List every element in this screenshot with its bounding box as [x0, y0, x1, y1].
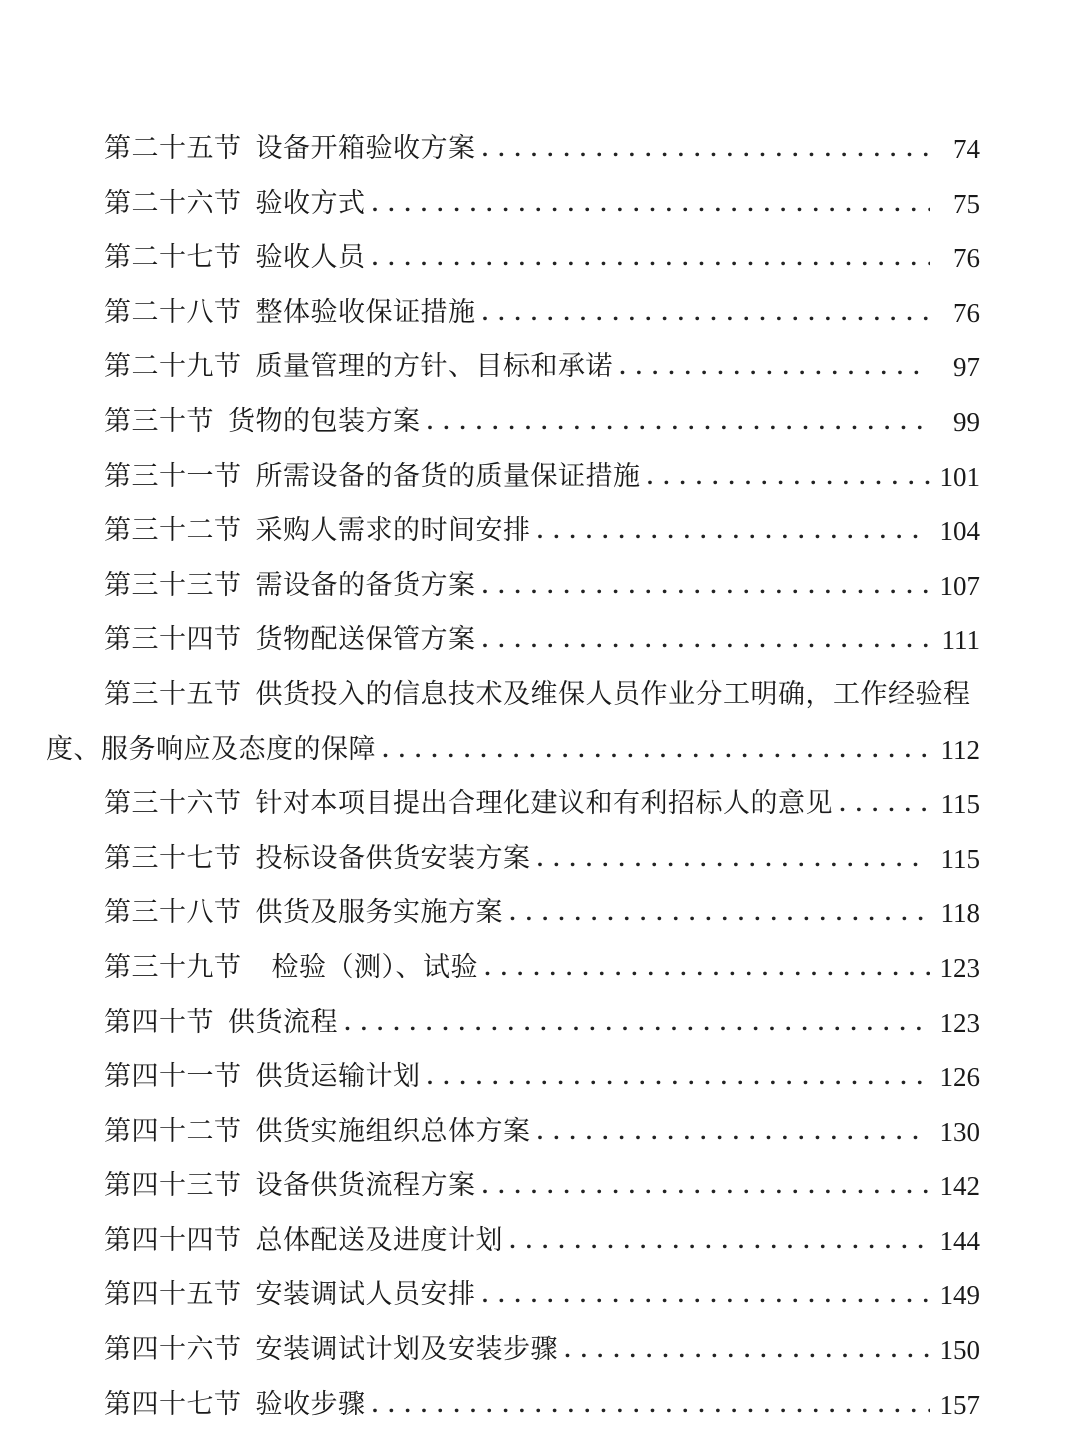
toc-section-number: 第四十六节 — [104, 1334, 242, 1366]
toc-page-number: 142 — [939, 1171, 980, 1202]
toc-section-number: 第三十五节 — [104, 678, 242, 710]
toc-section-number: 第四十五节 — [104, 1279, 242, 1311]
toc-leader-dots — [537, 832, 931, 887]
toc-entry — [46, 996, 980, 1051]
toc-section-title: 质量管理的方针、目标和承诺 — [255, 351, 613, 383]
toc-section-number: 第四十三节 — [104, 1170, 242, 1202]
toc-section-title: 设备供货流程方案 — [255, 1170, 476, 1202]
toc-page-number: 101 — [939, 461, 980, 492]
toc-section-number: 第二十九节 — [104, 351, 242, 383]
toc-entry — [46, 613, 980, 668]
toc-entry — [46, 340, 980, 395]
toc-entry — [46, 1323, 980, 1378]
table-of-contents — [46, 122, 980, 1432]
toc-leader-dots — [372, 1378, 930, 1433]
toc-page-number: 157 — [939, 1389, 980, 1420]
toc-page-number: 118 — [940, 898, 980, 929]
toc-section-number: 第四十四节 — [104, 1224, 242, 1256]
toc-section-number: 第三十八节 — [104, 897, 242, 929]
toc-section-number: 第二十七节 — [104, 242, 242, 274]
toc-section-title: 安装调试计划及安装步骤 — [255, 1334, 558, 1366]
toc-page-number: 99 — [953, 406, 980, 437]
toc-page-number: 76 — [953, 297, 980, 328]
toc-section-title: 货物的包装方案 — [228, 405, 421, 437]
toc-entry — [46, 395, 980, 450]
toc-leader-dots — [427, 395, 931, 450]
toc-page-number: 123 — [939, 952, 980, 983]
toc-section-number: 第三十一节 — [104, 460, 242, 492]
toc-section-number: 第三十六节 — [104, 788, 242, 820]
toc-entry — [46, 504, 980, 559]
toc-section-title: 投标设备供货安装方案 — [255, 842, 531, 874]
toc-page-number: 115 — [940, 789, 980, 820]
toc-section-title: 供货流程 — [228, 1006, 338, 1038]
toc-page-number: 144 — [939, 1225, 980, 1256]
toc-section-number: 第三十节 — [104, 405, 214, 437]
toc-leader-dots — [484, 941, 930, 996]
toc-page-number: 76 — [953, 243, 980, 274]
toc-section-number: 第三十三节 — [104, 569, 242, 601]
toc-leader-dots — [537, 1105, 930, 1160]
toc-section-number: 第三十九节 — [104, 951, 242, 983]
toc-section-title: 供货实施组织总体方案 — [255, 1115, 531, 1147]
toc-section-title: 设备开箱验收方案 — [255, 133, 476, 164]
toc-page-number: 112 — [940, 734, 980, 765]
toc-leader-dots — [482, 286, 931, 341]
toc-section-number: 第三十七节 — [104, 842, 242, 874]
toc-entry — [46, 231, 980, 286]
toc-section-number: 第四十节 — [104, 1006, 214, 1038]
toc-leader-dots — [372, 231, 931, 286]
toc-entry-wrapped-line2 — [46, 723, 980, 778]
toc-leader-dots — [564, 1323, 930, 1378]
toc-section-number: 第四十二节 — [104, 1115, 242, 1147]
toc-entry — [46, 450, 980, 505]
toc-entry — [46, 1268, 980, 1323]
toc-page-number: 97 — [953, 352, 980, 383]
toc-section-number: 第二十五节 — [104, 133, 242, 164]
toc-leader-dots — [537, 504, 930, 559]
toc-section-number: 第四十一节 — [104, 1061, 242, 1093]
toc-leader-dots — [619, 340, 930, 395]
toc-section-title: 所需设备的备货的质量保证措施 — [255, 460, 641, 492]
toc-entry — [46, 832, 980, 887]
toc-page-number: 149 — [939, 1280, 980, 1311]
toc-section-title-continued: 度、服务响应及态度的保障 — [46, 733, 376, 765]
toc-page-number: 107 — [939, 570, 980, 601]
toc-entry — [46, 1214, 980, 1269]
toc-section-title: 货物配送保管方案 — [255, 624, 476, 656]
toc-leader-dots — [482, 613, 931, 668]
toc-section-title: 验收人员 — [255, 242, 366, 274]
toc-leader-dots — [509, 1214, 930, 1269]
toc-section-title: 验收方式 — [255, 187, 366, 219]
toc-entry — [46, 1378, 980, 1433]
toc-page-number: 123 — [939, 1007, 980, 1038]
toc-section-title: 针对本项目提出合理化建议和有利招标人的意见 — [255, 788, 833, 820]
toc-leader-dots — [482, 559, 930, 614]
toc-leader-dots — [839, 777, 930, 832]
toc-leader-dots — [344, 996, 930, 1051]
toc-section-title: 采购人需求的时间安排 — [255, 515, 531, 547]
toc-entry — [46, 886, 980, 941]
toc-section-number: 第二十六节 — [104, 187, 242, 219]
toc-section-title: 总体配送及进度计划 — [255, 1224, 503, 1256]
toc-section-number: 第三十二节 — [104, 515, 242, 547]
toc-page-number: 130 — [939, 1116, 980, 1147]
toc-section-title: 安装调试人员安排 — [255, 1279, 476, 1311]
toc-section-title: 验收步骤 — [255, 1388, 366, 1420]
toc-section-title: 供货投入的信息技术及维保人员作业分工明确，工作经验程 — [255, 678, 971, 710]
toc-section-title: 检验（测）、试验 — [271, 951, 478, 983]
toc-entry — [46, 1105, 980, 1160]
toc-section-number: 第三十四节 — [104, 624, 242, 656]
toc-leader-dots — [427, 1050, 930, 1105]
toc-page-number: 104 — [939, 516, 980, 547]
toc-page-number: 115 — [940, 843, 980, 874]
toc-section-title: 供货运输计划 — [255, 1061, 421, 1093]
toc-section-title: 整体验收保证措施 — [255, 296, 476, 328]
toc-entry — [46, 941, 980, 996]
toc-entry — [46, 1159, 980, 1214]
toc-entry — [46, 177, 980, 232]
toc-entry — [46, 286, 980, 341]
toc-page-number: 150 — [939, 1335, 980, 1366]
toc-leader-dots — [509, 886, 930, 941]
toc-section-title: 供货及服务实施方案 — [255, 897, 503, 929]
toc-section-title: 需设备的备货方案 — [255, 569, 476, 601]
toc-page-number: 111 — [941, 625, 980, 656]
toc-leader-dots — [372, 177, 931, 232]
toc-leader-dots — [382, 723, 930, 778]
toc-page-number: 126 — [939, 1062, 980, 1093]
toc-entry — [46, 559, 980, 614]
toc-page-number: 75 — [953, 188, 980, 219]
toc-page-number: 74 — [953, 134, 980, 164]
toc-leader-dots — [647, 450, 930, 505]
toc-section-number: 第四十七节 — [104, 1388, 242, 1420]
toc-leader-dots — [482, 1159, 930, 1214]
toc-entry-wrapped-line1 — [46, 668, 980, 723]
toc-entry — [46, 777, 980, 832]
toc-leader-dots — [482, 1268, 930, 1323]
toc-leader-dots — [482, 122, 931, 177]
toc-entry — [46, 122, 980, 177]
toc-section-number: 第二十八节 — [104, 296, 242, 328]
toc-entry — [46, 1050, 980, 1105]
